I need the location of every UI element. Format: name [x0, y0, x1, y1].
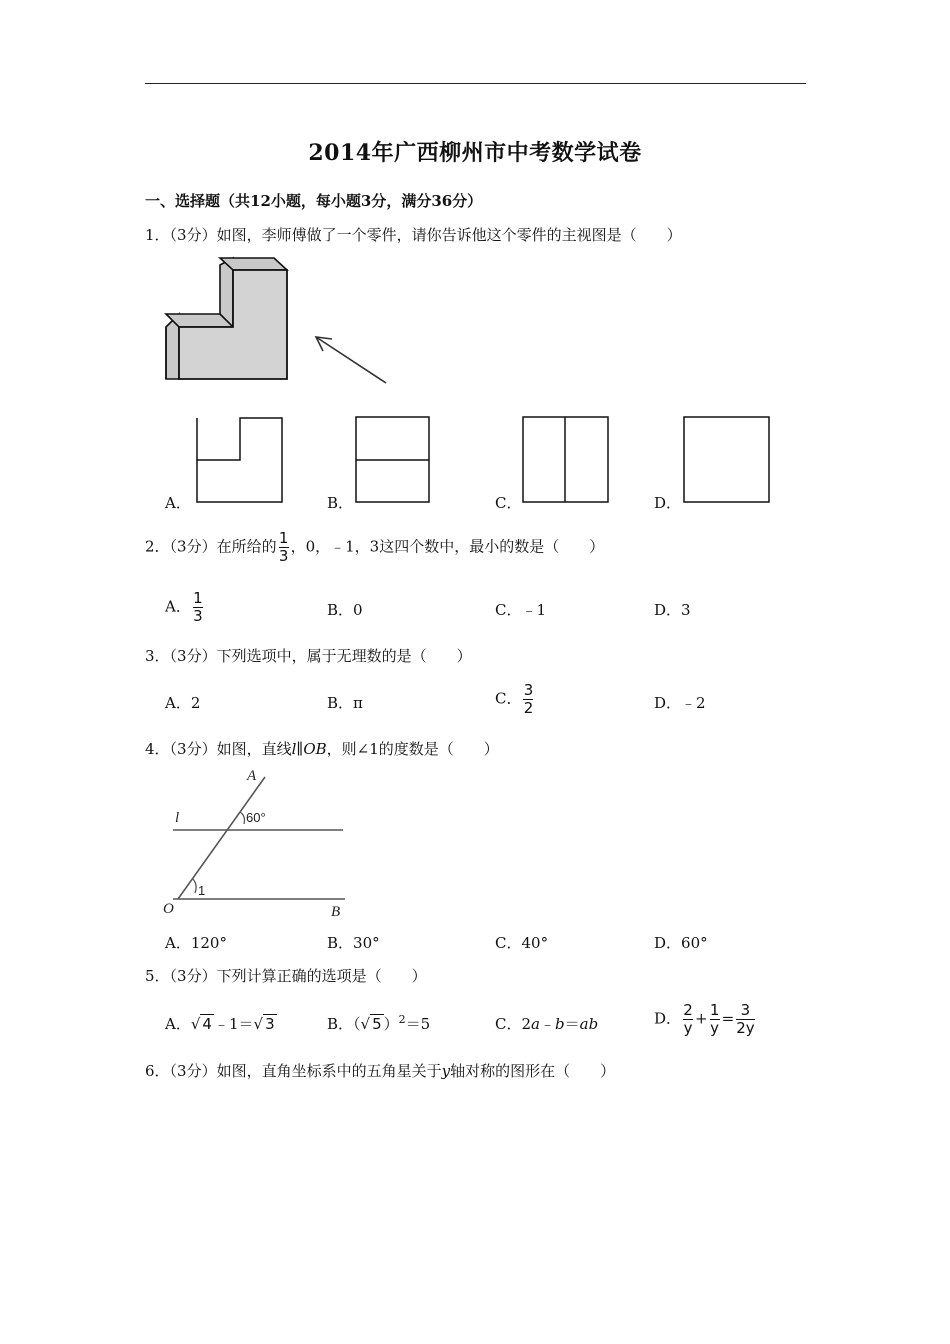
q4-option-b[interactable]: B．30°: [327, 934, 380, 952]
q2-option-a[interactable]: A． $\frac{1}{3}$: [165, 589, 203, 625]
q3-option-c[interactable]: C． $\frac{3}{2}$: [495, 681, 534, 717]
q3-option-d[interactable]: D．﹣2: [654, 694, 706, 712]
q3-option-a[interactable]: A．2: [165, 694, 201, 712]
q4-label-a: A: [247, 768, 257, 784]
q2-option-d[interactable]: D．3: [654, 601, 691, 619]
q4-label-o: O: [163, 901, 174, 917]
q4-label-b: B: [331, 904, 341, 920]
q2-option-b[interactable]: B．0: [327, 601, 363, 619]
question-1: 1．（3分）如图，李师傅做了一个零件，请你告诉他这个零件的主视图是（ ）: [145, 226, 682, 244]
q1-option-a-figure: [195, 416, 285, 504]
q5-option-d[interactable]: D． $\frac{2}{y}$ + $\frac{1}{y}$ = $\frac{3}{2y}$: [654, 1001, 755, 1037]
q5-option-b[interactable]: B．（√ 5 ）$^2$＝5: [327, 1013, 431, 1033]
section-heading: 一、选择题（共12小题，每小题3分，满分36分）: [145, 192, 483, 210]
q1-option-c-figure: [522, 416, 610, 504]
q1-option-d[interactable]: D．: [654, 494, 682, 512]
q4-option-a[interactable]: A．120°: [165, 934, 227, 952]
q4-option-d[interactable]: D．60°: [654, 934, 708, 952]
question-2: 2．（3分）在所给的 $\frac{1}{3}$ ，0，﹣1，3这四个数中，最小的数是（ ）: [145, 529, 605, 565]
q4-option-c[interactable]: C．40°: [495, 934, 549, 952]
q1-option-b-figure: [355, 416, 431, 504]
q4-label-1: 1: [198, 883, 206, 898]
q1-option-c[interactable]: C．: [495, 494, 522, 512]
question-5: 5．（3分）下列计算正确的选项是（ ）: [145, 967, 427, 985]
question-4: 4．（3分）如图，直线l∥OB，则∠1的度数是（ ）: [145, 740, 499, 758]
page-title: 2014年广西柳州市中考数学试卷: [308, 140, 642, 166]
q4-angle-figure: [160, 765, 360, 925]
q1-option-a[interactable]: A．: [165, 494, 191, 512]
q1-option-b[interactable]: B．: [327, 494, 354, 512]
question-6: 6．（3分）如图，直角坐标系中的五角星关于y轴对称的图形在（ ）: [145, 1062, 616, 1080]
question-3: 3．（3分）下列选项中，属于无理数的是（ ）: [145, 647, 472, 665]
q5-option-a[interactable]: A．√ 4 ﹣1＝√ 3: [165, 1015, 275, 1033]
q1-part-figure: [164, 255, 394, 385]
q3-option-b[interactable]: B．π: [327, 694, 363, 712]
q2-option-c[interactable]: C．﹣1: [495, 601, 547, 619]
q5-option-c[interactable]: C．2a﹣b＝ab: [495, 1015, 599, 1033]
q4-label-60: 60°: [246, 810, 266, 825]
q4-label-l: l: [175, 810, 180, 826]
q2-fraction: $\frac{1}{3}$: [278, 529, 289, 565]
header-rule: [145, 83, 806, 84]
q1-option-d-figure: [683, 416, 771, 504]
